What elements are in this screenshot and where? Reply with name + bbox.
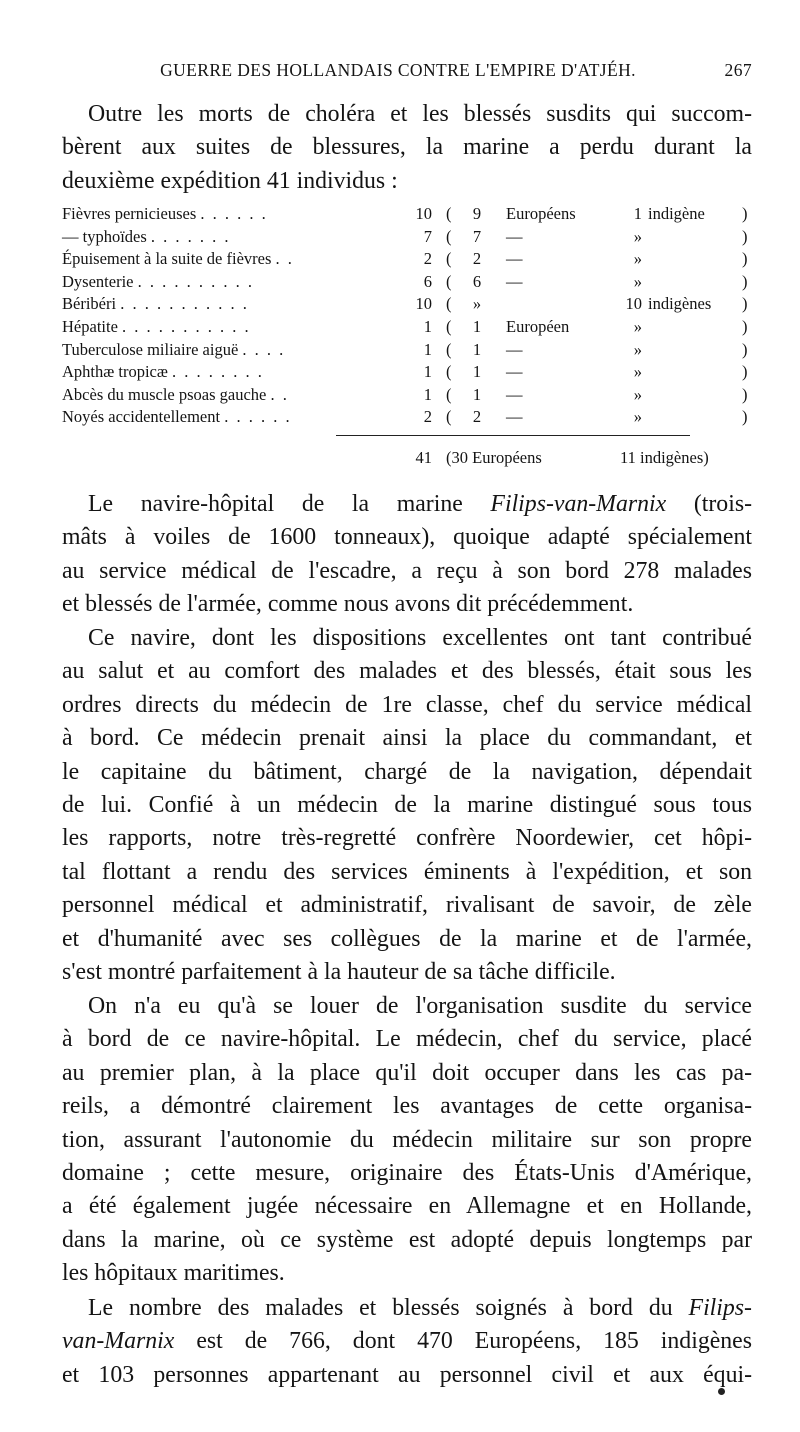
text-line: bèrent aux suites de blessures, la marine a perdu durant la bbox=[62, 134, 752, 161]
open-paren: ( bbox=[446, 339, 452, 359]
leader-dots: . . . . . . bbox=[200, 204, 268, 223]
cause-name: Fièvres pernicieuses bbox=[62, 204, 197, 223]
text-line: au service médical de l'escadre, a reçu à son bord 278 malades bbox=[62, 557, 752, 584]
table-row bbox=[62, 362, 752, 384]
table-row bbox=[62, 249, 752, 271]
death-count: 2 bbox=[423, 407, 432, 427]
indigenes-count: » bbox=[633, 226, 642, 246]
text-line: à bord. Ce médecin prenait ainsi la place du commandant, et bbox=[62, 725, 752, 752]
text-line: tal flottant a rendu des services éminents à l'expédition, et son bbox=[62, 858, 752, 885]
europeans-label: — bbox=[506, 271, 523, 291]
text-line: de lui. Confié à un médecin de la marine distingué sous tous bbox=[62, 791, 752, 818]
text-line: s'est montré parfaitement à la hauteur de sa tâche difficile. bbox=[62, 958, 616, 985]
text-line: deuxième expédition 41 individus : bbox=[62, 167, 398, 194]
close-paren: ) bbox=[742, 271, 748, 291]
europeans-label: — bbox=[506, 384, 523, 404]
europeans-label: — bbox=[506, 249, 523, 269]
cause-label bbox=[62, 294, 392, 314]
text-line: au salut et au comfort des malades et des blessés, était sous les bbox=[62, 658, 752, 685]
page-header bbox=[0, 60, 800, 90]
europeans-count: » bbox=[472, 294, 482, 314]
open-paren: ( bbox=[446, 204, 452, 223]
close-paren: ) bbox=[742, 226, 748, 246]
text-line: tion, assurant l'autonomie du médecin militaire sur son propre bbox=[62, 1126, 752, 1153]
europeans-label: Européens bbox=[506, 204, 576, 223]
total-count: 41 bbox=[415, 448, 432, 467]
close-paren: ) bbox=[742, 317, 748, 336]
cause-name: Dysenterie bbox=[62, 271, 134, 291]
close-paren: ) bbox=[742, 294, 748, 314]
cause-label bbox=[62, 227, 392, 247]
text-line: domaine ; cette mesure, originaire des États-Unis d'Amérique, bbox=[62, 1159, 752, 1186]
text-line: et d'humanité avec ses collègues de la marine et de l'armée, bbox=[62, 925, 752, 952]
leader-dots: . . . . bbox=[242, 339, 286, 359]
cause-label bbox=[62, 317, 392, 337]
cause-name: Béribéri bbox=[62, 294, 117, 314]
text-line: dans la marine, où ce système est adopté depuis longtemps par bbox=[62, 1226, 752, 1253]
europeans-count: 9 bbox=[472, 204, 482, 223]
ship-name: van-Marnix bbox=[62, 1328, 175, 1355]
leader-dots: . . . . . . . . . . . bbox=[120, 294, 249, 314]
text-line: mâts à voiles de 1600 tonneaux), quoique adapté spécialement bbox=[62, 524, 752, 551]
close-paren: ) bbox=[742, 339, 748, 359]
table-row bbox=[62, 317, 752, 339]
close-paren: ) bbox=[742, 362, 748, 382]
death-count: 1 bbox=[423, 339, 432, 359]
cause-name: Noyés accidentellement bbox=[62, 407, 221, 427]
text-line: On n'a eu qu'à se louer de l'organisation susdite du service bbox=[88, 993, 752, 1019]
total-rule bbox=[336, 435, 690, 436]
death-count: 1 bbox=[423, 362, 432, 382]
close-paren: ) bbox=[742, 384, 748, 404]
indigenes-count: » bbox=[633, 249, 642, 269]
leader-dots: . . bbox=[275, 249, 294, 269]
text-segment: (trois- bbox=[666, 491, 753, 517]
ship-name: Filips-van-Marnix bbox=[490, 491, 667, 517]
text-segment: Le navire-hôpital de la marine bbox=[88, 491, 491, 517]
table-row bbox=[62, 385, 752, 407]
text-line: ordres directs du médecin de 1re classe, chef du service médical bbox=[62, 691, 752, 718]
ink-dot bbox=[718, 1388, 725, 1395]
text-line bbox=[62, 1325, 752, 1358]
europeans-count: 1 bbox=[472, 317, 482, 336]
death-count: 1 bbox=[423, 317, 432, 336]
death-count: 10 bbox=[415, 204, 432, 223]
open-paren: ( bbox=[446, 294, 452, 314]
death-count: 6 bbox=[423, 271, 432, 291]
text-line bbox=[62, 488, 752, 521]
paragraph-navire-hopital bbox=[62, 488, 752, 622]
leader-dots: . . . . . . . bbox=[150, 226, 231, 246]
cause-label bbox=[62, 249, 392, 269]
cause-name: Aphthæ tropicæ bbox=[62, 362, 168, 382]
death-count: 10 bbox=[415, 294, 432, 314]
leader-dots: . . . . . . bbox=[224, 407, 292, 427]
cause-label bbox=[62, 407, 392, 427]
europeans-label: — bbox=[506, 226, 523, 246]
cause-name: Tuberculose miliaire aiguë bbox=[62, 339, 239, 359]
close-paren: ) bbox=[742, 407, 748, 427]
table-row bbox=[62, 407, 752, 429]
open-paren: ( bbox=[446, 384, 452, 404]
indigenes-count: » bbox=[633, 362, 642, 382]
indigenes-count: » bbox=[633, 384, 642, 404]
europeans-count: 6 bbox=[472, 271, 482, 291]
cause-label bbox=[62, 385, 392, 405]
cause-label bbox=[62, 340, 392, 360]
open-paren: ( bbox=[446, 317, 452, 336]
europeans-label: — bbox=[506, 362, 523, 382]
table-row bbox=[62, 204, 752, 226]
europeans-label: — bbox=[506, 339, 523, 359]
open-paren: ( bbox=[446, 226, 452, 246]
indigenes-label: indigène bbox=[648, 204, 705, 223]
cause-name: Hépatite bbox=[62, 317, 118, 336]
paragraph-dispositions bbox=[62, 622, 752, 989]
indigenes-count: 10 bbox=[625, 294, 642, 314]
leader-dots: . . . . . . . . . . . bbox=[122, 317, 251, 336]
paragraph-nombre-malades bbox=[62, 1292, 752, 1392]
ship-name: Filips- bbox=[688, 1295, 752, 1321]
cause-label bbox=[62, 272, 392, 292]
text-line bbox=[62, 1292, 752, 1325]
text-line: personnel médical et administratif, rivalisant de savoir, de zèle bbox=[62, 892, 752, 919]
running-title: GUERRE DES HOLLANDAIS CONTRE L'EMPIRE D'ATJÉH. bbox=[160, 60, 636, 80]
death-count: 1 bbox=[423, 384, 432, 404]
text-line: reils, a démontré clairement les avantages de cette organisa- bbox=[62, 1093, 752, 1120]
europeans-label: — bbox=[506, 407, 523, 427]
text-line: Ce navire, dont les dispositions excellentes ont tant contribué bbox=[88, 625, 752, 651]
open-paren: ( bbox=[446, 249, 452, 269]
open-paren: ( bbox=[446, 362, 452, 382]
open-paren: ( bbox=[446, 407, 452, 427]
europeans-label: Européen bbox=[506, 317, 570, 336]
table-row bbox=[62, 340, 752, 362]
table-row bbox=[62, 294, 752, 316]
text-line: les rapports, notre très-regretté confrère Noordewier, cet hôpi- bbox=[62, 825, 752, 852]
text-line: et blessés de l'armée, comme nous avons dit précédemment. bbox=[62, 591, 634, 618]
text-segment: Le nombre des malades et blessés soignés à bord du bbox=[88, 1295, 689, 1321]
leader-dots: . . bbox=[270, 384, 289, 404]
paragraph-organisation bbox=[62, 990, 752, 1291]
text-line: Outre les morts de choléra et les blessés susdits qui succom- bbox=[88, 101, 752, 127]
indigenes-count: » bbox=[633, 407, 642, 427]
cause-name: — typhoïdes bbox=[62, 226, 147, 246]
text-line: les hôpitaux maritimes. bbox=[62, 1260, 285, 1287]
close-paren: ) bbox=[742, 249, 748, 269]
indigenes-count: 1 bbox=[633, 204, 642, 223]
total-europeans: (30 Européens bbox=[446, 448, 542, 467]
indigenes-count: » bbox=[633, 317, 642, 336]
close-paren: ) bbox=[742, 204, 748, 223]
leader-dots: . . . . . . . . . . bbox=[137, 271, 254, 291]
cause-name: Abcès du muscle psoas gauche bbox=[62, 384, 267, 404]
europeans-count: 1 bbox=[472, 339, 482, 359]
open-paren: ( bbox=[446, 271, 452, 291]
text-line: et 103 personnes appartenant au personnel civil et aux équi- bbox=[62, 1361, 752, 1388]
table-row bbox=[62, 272, 752, 294]
europeans-count: 7 bbox=[472, 226, 482, 246]
cause-label bbox=[62, 362, 392, 382]
text-segment: est de 766, dont 470 Européens, 185 indigènes bbox=[174, 1328, 752, 1355]
death-count: 2 bbox=[423, 249, 432, 269]
leader-dots: . . . . . . . . bbox=[172, 362, 264, 382]
death-count: 7 bbox=[423, 226, 432, 246]
text-line: à bord de ce navire-hôpital. Le médecin, chef du service, placé bbox=[62, 1026, 752, 1053]
europeans-count: 2 bbox=[472, 249, 482, 269]
text-line: le capitaine du bâtiment, chargé de la navigation, dépendait bbox=[62, 758, 752, 785]
europeans-count: 1 bbox=[472, 384, 482, 404]
table-row bbox=[62, 227, 752, 249]
indigenes-count: » bbox=[633, 271, 642, 291]
intro-paragraph bbox=[62, 98, 752, 198]
total-indigenes: 11 indigènes) bbox=[620, 448, 709, 467]
europeans-count: 2 bbox=[472, 407, 482, 427]
cause-name: Épuisement à la suite de fièvres bbox=[62, 249, 272, 269]
europeans-count: 1 bbox=[472, 362, 482, 382]
text-line: au premier plan, à la place qu'il doit occuper dans les cas pa- bbox=[62, 1059, 752, 1086]
cause-label bbox=[62, 204, 392, 224]
indigenes-label: indigènes bbox=[648, 294, 712, 314]
text-line: a été également jugée nécessaire en Allemagne et en Hollande, bbox=[62, 1193, 752, 1220]
page-number: 267 bbox=[724, 60, 752, 80]
indigenes-count: » bbox=[633, 339, 642, 359]
